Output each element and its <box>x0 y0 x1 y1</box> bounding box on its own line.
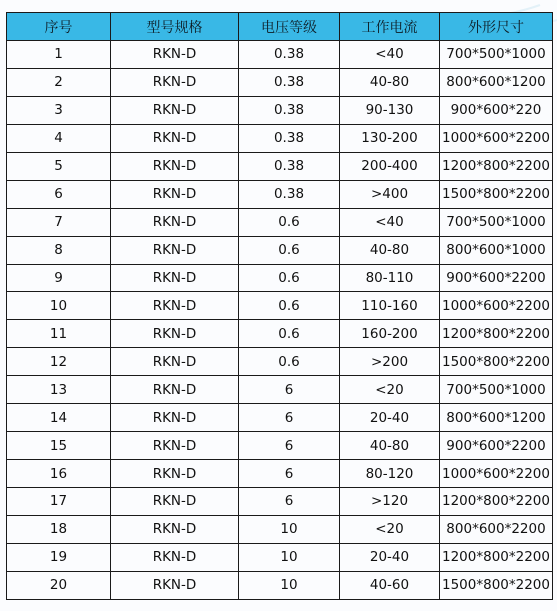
table-row <box>7 124 553 152</box>
cell-model: RKN-D <box>111 488 239 516</box>
spec-table <box>6 12 553 600</box>
cell-current: 40-80 <box>340 432 440 460</box>
cell-index: 5 <box>7 152 111 180</box>
cell-current: 110-160 <box>340 292 440 320</box>
cell-index: 9 <box>7 264 111 292</box>
cell-voltage: 6 <box>239 432 340 460</box>
cell-dimensions: 700*500*1000 <box>440 41 553 69</box>
cell-dimensions: 1500*800*2200 <box>440 180 553 208</box>
cell-index: 15 <box>7 432 111 460</box>
cell-dimensions: 900*600*2200 <box>440 432 553 460</box>
cell-dimensions: 800*600*2200 <box>440 515 553 543</box>
cell-index: 2 <box>7 68 111 96</box>
cell-current: <20 <box>340 376 440 404</box>
cell-current: 160-200 <box>340 320 440 348</box>
cell-dimensions: 1200*800*2200 <box>440 152 553 180</box>
cell-current: >200 <box>340 348 440 376</box>
cell-index: 10 <box>7 292 111 320</box>
cell-dimensions: 1500*800*2200 <box>440 571 553 599</box>
cell-dimensions: 800*600*1200 <box>440 68 553 96</box>
table-row <box>7 292 553 320</box>
header-index: 序号 <box>7 13 111 41</box>
cell-voltage: 0.6 <box>239 236 340 264</box>
cell-index: 20 <box>7 571 111 599</box>
cell-index: 13 <box>7 376 111 404</box>
cell-model: RKN-D <box>111 41 239 69</box>
cell-index: 6 <box>7 180 111 208</box>
cell-current: 40-60 <box>340 571 440 599</box>
cell-model: RKN-D <box>111 236 239 264</box>
cell-model: RKN-D <box>111 152 239 180</box>
cell-voltage: 6 <box>239 460 340 488</box>
cell-index: 7 <box>7 208 111 236</box>
table-header <box>7 13 553 41</box>
cell-current: 130-200 <box>340 124 440 152</box>
cell-dimensions: 1000*600*2200 <box>440 292 553 320</box>
table-row <box>7 180 553 208</box>
cell-current: >400 <box>340 180 440 208</box>
cell-current: <40 <box>340 41 440 69</box>
cell-dimensions: 700*500*1000 <box>440 208 553 236</box>
table-row <box>7 348 553 376</box>
header-dimensions: 外形尺寸 <box>440 13 553 41</box>
cell-dimensions: 900*600*2200 <box>440 264 553 292</box>
table-row <box>7 152 553 180</box>
cell-index: 11 <box>7 320 111 348</box>
cell-dimensions: 1500*800*2200 <box>440 348 553 376</box>
cell-dimensions: 1200*800*2200 <box>440 543 553 571</box>
table-row <box>7 515 553 543</box>
cell-model: RKN-D <box>111 292 239 320</box>
table-row <box>7 460 553 488</box>
table-row <box>7 571 553 599</box>
cell-model: RKN-D <box>111 404 239 432</box>
cell-model: RKN-D <box>111 543 239 571</box>
cell-current: 20-40 <box>340 543 440 571</box>
cell-model: RKN-D <box>111 208 239 236</box>
cell-voltage: 6 <box>239 376 340 404</box>
cell-voltage: 0.38 <box>239 41 340 69</box>
cell-voltage: 6 <box>239 488 340 516</box>
cell-current: 20-40 <box>340 404 440 432</box>
cell-current: <20 <box>340 515 440 543</box>
cell-voltage: 0.6 <box>239 292 340 320</box>
cell-index: 1 <box>7 41 111 69</box>
cell-voltage: 0.6 <box>239 320 340 348</box>
cell-current: 40-80 <box>340 68 440 96</box>
table-row <box>7 543 553 571</box>
cell-index: 12 <box>7 348 111 376</box>
header-model: 型号规格 <box>111 13 239 41</box>
table-row <box>7 404 553 432</box>
cell-voltage: 0.6 <box>239 208 340 236</box>
cell-current: 40-80 <box>340 236 440 264</box>
cell-current: 80-110 <box>340 264 440 292</box>
cell-voltage: 0.6 <box>239 264 340 292</box>
header-row <box>7 13 553 41</box>
cell-voltage: 0.38 <box>239 68 340 96</box>
cell-voltage: 0.38 <box>239 180 340 208</box>
table-row <box>7 236 553 264</box>
cell-model: RKN-D <box>111 68 239 96</box>
table-row <box>7 264 553 292</box>
cell-voltage: 10 <box>239 571 340 599</box>
cell-index: 17 <box>7 488 111 516</box>
cell-index: 8 <box>7 236 111 264</box>
cell-model: RKN-D <box>111 320 239 348</box>
header-current: 工作电流 <box>340 13 440 41</box>
cell-model: RKN-D <box>111 460 239 488</box>
cell-current: 200-400 <box>340 152 440 180</box>
cell-voltage: 0.38 <box>239 152 340 180</box>
cell-model: RKN-D <box>111 180 239 208</box>
table-body <box>7 41 553 600</box>
cell-model: RKN-D <box>111 348 239 376</box>
cell-index: 19 <box>7 543 111 571</box>
cell-index: 3 <box>7 96 111 124</box>
table-row <box>7 320 553 348</box>
header-voltage: 电压等级 <box>239 13 340 41</box>
table-row <box>7 376 553 404</box>
cell-index: 18 <box>7 515 111 543</box>
cell-voltage: 0.38 <box>239 124 340 152</box>
cell-dimensions: 1200*800*2200 <box>440 320 553 348</box>
cell-index: 16 <box>7 460 111 488</box>
cell-model: RKN-D <box>111 571 239 599</box>
table-row <box>7 488 553 516</box>
table-row <box>7 208 553 236</box>
cell-model: RKN-D <box>111 432 239 460</box>
cell-model: RKN-D <box>111 124 239 152</box>
cell-dimensions: 1000*600*2200 <box>440 124 553 152</box>
cell-voltage: 0.6 <box>239 348 340 376</box>
cell-current: >120 <box>340 488 440 516</box>
cell-model: RKN-D <box>111 96 239 124</box>
cell-index: 4 <box>7 124 111 152</box>
cell-model: RKN-D <box>111 515 239 543</box>
cell-voltage: 10 <box>239 515 340 543</box>
cell-dimensions: 800*600*1000 <box>440 236 553 264</box>
cell-index: 14 <box>7 404 111 432</box>
cell-current: 80-120 <box>340 460 440 488</box>
cell-dimensions: 1000*600*2200 <box>440 460 553 488</box>
table-row <box>7 68 553 96</box>
cell-model: RKN-D <box>111 376 239 404</box>
cell-current: <40 <box>340 208 440 236</box>
cell-voltage: 6 <box>239 404 340 432</box>
cell-voltage: 0.38 <box>239 96 340 124</box>
cell-dimensions: 900*600*220 <box>440 96 553 124</box>
cell-dimensions: 700*500*1000 <box>440 376 553 404</box>
cell-voltage: 10 <box>239 543 340 571</box>
cell-model: RKN-D <box>111 264 239 292</box>
table-row <box>7 41 553 69</box>
table-row <box>7 432 553 460</box>
cell-dimensions: 1200*800*2200 <box>440 488 553 516</box>
table-row <box>7 96 553 124</box>
cell-dimensions: 800*600*1200 <box>440 404 553 432</box>
cell-current: 90-130 <box>340 96 440 124</box>
